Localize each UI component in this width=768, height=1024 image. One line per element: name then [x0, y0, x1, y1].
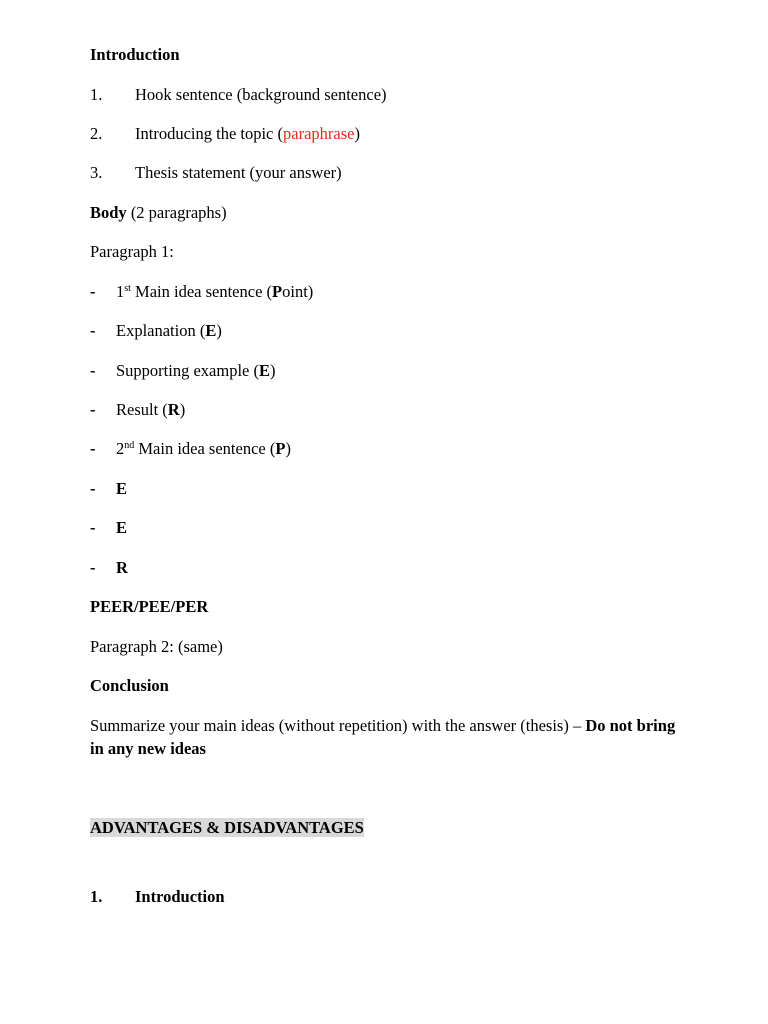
bullet-dash: - [90, 558, 96, 577]
bullet-5-bold: P [275, 439, 286, 458]
intro-item-3-number: 3. [90, 163, 103, 182]
bullet-6 [90, 478, 127, 500]
bullet-dash: - [90, 321, 96, 340]
bullet-2-text: Explanation ( [116, 321, 206, 340]
section-2-heading-line [90, 817, 364, 839]
bullet-5-text: Main idea sentence ( [134, 439, 276, 458]
intro-item-3-text: Thesis statement (your answer) [135, 163, 342, 182]
bullet-8 [90, 557, 128, 579]
peer-line: PEER/PEE/PER [90, 597, 209, 616]
bullet-6-bold: E [116, 479, 128, 498]
section-2-item-1-text: Introduction [135, 887, 225, 906]
bullet-4-text: Result ( [116, 400, 168, 419]
bullet-2 [90, 320, 222, 342]
bullet-dash: - [90, 400, 96, 419]
bullet-8-bold: R [116, 558, 128, 577]
intro-item-2 [90, 123, 360, 145]
body-heading: Body [90, 203, 127, 222]
bullet-5-ordinal-suffix: nd [124, 440, 135, 451]
bullet-4-bold: R [167, 400, 180, 419]
section-2-item-1 [90, 886, 225, 908]
bullet-dash: - [90, 479, 96, 498]
intro-item-1-number: 1. [90, 85, 103, 104]
conclusion-body: Summarize your main ideas (without repetition) with the answer (thesis) – [90, 716, 586, 735]
intro-item-2-text: Introducing the topic ( [135, 124, 284, 143]
intro-item-1 [90, 84, 387, 106]
paraphrase-highlight: paraphrase [283, 124, 355, 143]
introduction-heading: Introduction [90, 45, 180, 64]
bullet-dash: - [90, 282, 96, 301]
bullet-1-text: Main idea sentence ( [130, 282, 273, 301]
intro-item-2-number: 2. [90, 124, 103, 143]
bullet-5-text-end: ) [285, 439, 291, 458]
bullet-1-bold: P [272, 282, 283, 301]
bullet-3-bold: E [258, 361, 270, 380]
bullet-5-ordinal: 2 [116, 439, 125, 458]
bullet-7 [90, 517, 127, 539]
bullet-2-text-end: ) [216, 321, 222, 340]
bullet-3-text-end: ) [270, 361, 276, 380]
bullet-5 [90, 438, 291, 460]
bullet-dash: - [90, 439, 96, 458]
paragraph-2-label: Paragraph 2: (same) [90, 637, 223, 656]
bullet-dash: - [90, 361, 96, 380]
bullet-3-text: Supporting example ( [116, 361, 259, 380]
body-heading-line [90, 202, 227, 224]
section-2-item-1-number: 1. [90, 887, 103, 906]
bullet-4-text-end: ) [179, 400, 186, 419]
paragraph-1-label: Paragraph 1: [90, 242, 174, 261]
bullet-1-ordinal: 1 [116, 282, 125, 301]
bullet-1 [90, 281, 313, 303]
bullet-1-ordinal-suffix: st [124, 283, 131, 294]
conclusion-bold: Do not bring in any new ideas [90, 716, 676, 758]
intro-item-3 [90, 162, 342, 184]
body-heading-suffix: (2 paragraphs) [126, 203, 227, 222]
conclusion-text [90, 714, 690, 760]
intro-item-2-close: ) [354, 124, 360, 143]
conclusion-heading: Conclusion [90, 676, 169, 695]
intro-item-1-text: Hook sentence (background sentence) [135, 85, 387, 104]
bullet-dash: - [90, 518, 96, 537]
bullet-3 [90, 360, 276, 382]
bullet-1-text-end: oint) [282, 282, 314, 301]
advantages-disadvantages-heading: ADVANTAGES & DISADVANTAGES [90, 818, 364, 837]
bullet-4 [90, 399, 185, 421]
bullet-2-bold: E [205, 321, 217, 340]
bullet-7-bold: E [116, 518, 128, 537]
